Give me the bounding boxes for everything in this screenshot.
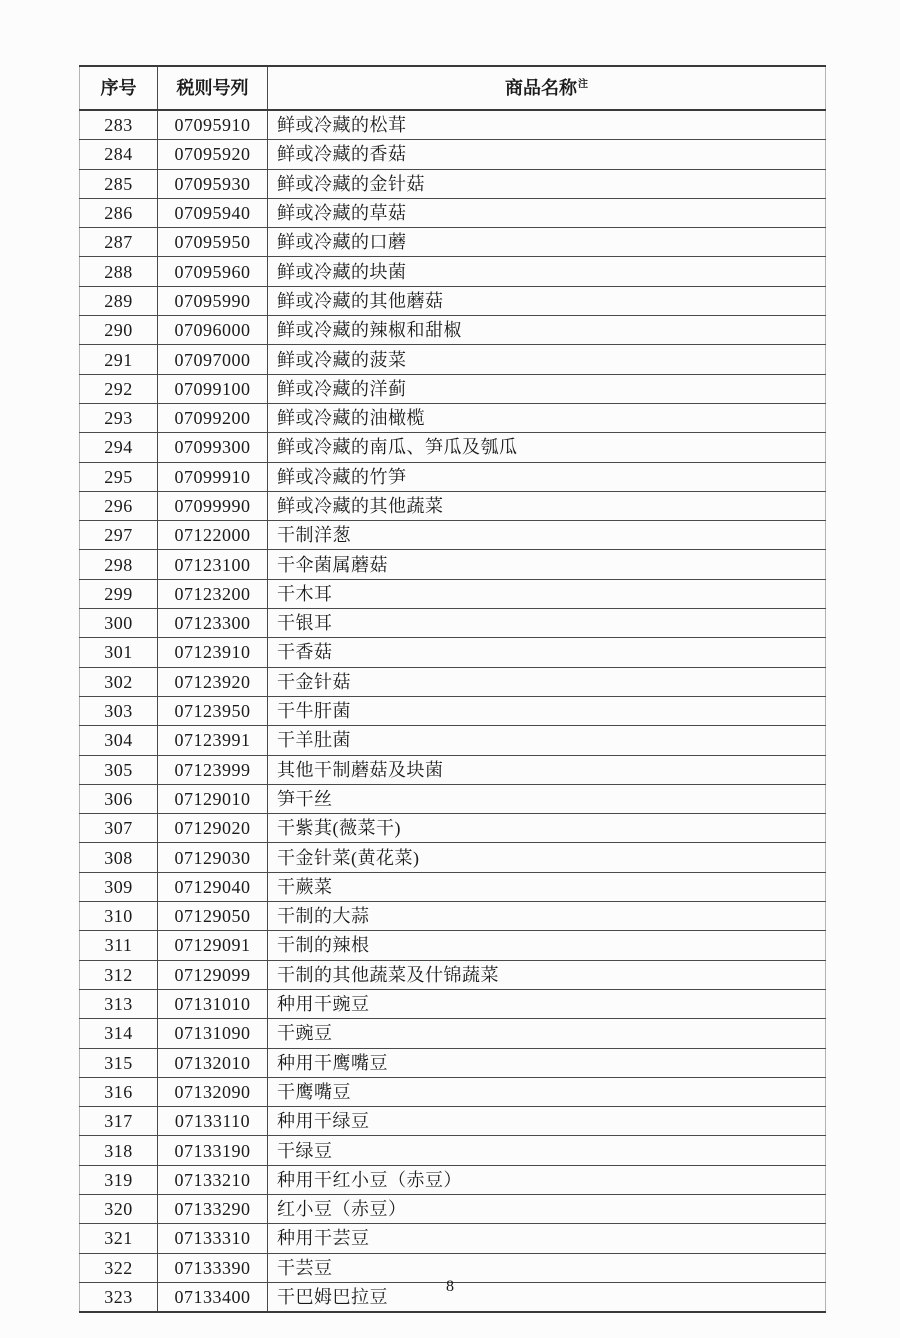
- table-row: [80, 257, 826, 286]
- product-name-cell: 鲜或冷藏的辣椒和甜椒: [268, 316, 826, 345]
- tariff-code-cell: 07099990: [158, 491, 268, 520]
- table-row: [80, 198, 826, 227]
- tariff-code-cell: 07133390: [158, 1253, 268, 1282]
- product-name-cell: 干鹰嘴豆: [268, 1077, 826, 1106]
- table-body: [80, 110, 826, 1312]
- table-row: [80, 1224, 826, 1253]
- table-row: [80, 726, 826, 755]
- serial-cell: 317: [80, 1107, 158, 1136]
- product-name-cell: 鲜或冷藏的洋蓟: [268, 374, 826, 403]
- serial-cell: 310: [80, 902, 158, 931]
- tariff-code-cell: 07123200: [158, 579, 268, 608]
- serial-cell: 286: [80, 198, 158, 227]
- product-name-cell: 鲜或冷藏的草菇: [268, 198, 826, 227]
- serial-cell: 320: [80, 1194, 158, 1223]
- page-number: 8: [446, 1278, 454, 1295]
- tariff-code-cell: 07133110: [158, 1107, 268, 1136]
- table-row: [80, 550, 826, 579]
- product-name-cell: 干伞菌属蘑菇: [268, 550, 826, 579]
- product-name-cell: 种用干绿豆: [268, 1107, 826, 1136]
- product-name-cell: 鲜或冷藏的竹笋: [268, 462, 826, 491]
- table-row: [80, 345, 826, 374]
- table-header: [80, 66, 826, 110]
- tariff-code-cell: 07099300: [158, 433, 268, 462]
- tariff-code-cell: 07097000: [158, 345, 268, 374]
- table-row: [80, 638, 826, 667]
- product-name-cell: 干制的辣根: [268, 931, 826, 960]
- serial-cell: 305: [80, 755, 158, 784]
- tariff-code-cell: 07132010: [158, 1048, 268, 1077]
- table-row: [80, 286, 826, 315]
- serial-cell: 288: [80, 257, 158, 286]
- product-name-cell: 干绿豆: [268, 1136, 826, 1165]
- table-row: [80, 169, 826, 198]
- table-row: [80, 902, 826, 931]
- column-header-product-name-label: 商品名称: [505, 78, 577, 98]
- tariff-code-cell: 07133290: [158, 1194, 268, 1223]
- tariff-code-cell: 07095940: [158, 198, 268, 227]
- product-name-cell: 干巴姆巴拉豆: [268, 1282, 826, 1312]
- tariff-code-cell: 07129020: [158, 814, 268, 843]
- product-name-cell: 鲜或冷藏的松茸: [268, 110, 826, 140]
- tariff-code-cell: 07095950: [158, 228, 268, 257]
- serial-cell: 313: [80, 989, 158, 1018]
- table-row: [80, 110, 826, 140]
- serial-cell: 283: [80, 110, 158, 140]
- table-row: [80, 140, 826, 169]
- product-name-cell: 干制的其他蔬菜及什锦蔬菜: [268, 960, 826, 989]
- serial-cell: 323: [80, 1282, 158, 1312]
- table-row: [80, 462, 826, 491]
- serial-cell: 321: [80, 1224, 158, 1253]
- tariff-code-cell: 07123999: [158, 755, 268, 784]
- tariff-code-cell: 07122000: [158, 521, 268, 550]
- tariff-code-cell: 07099200: [158, 403, 268, 432]
- serial-cell: 314: [80, 1019, 158, 1048]
- tariff-code-cell: 07129091: [158, 931, 268, 960]
- serial-cell: 306: [80, 784, 158, 813]
- tariff-code-cell: 07133400: [158, 1282, 268, 1312]
- tariff-code-cell: 07129010: [158, 784, 268, 813]
- table-row: [80, 374, 826, 403]
- tariff-code-cell: 07123991: [158, 726, 268, 755]
- serial-cell: 322: [80, 1253, 158, 1282]
- tariff-code-cell: 07131090: [158, 1019, 268, 1048]
- product-name-cell: 鲜或冷藏的香菇: [268, 140, 826, 169]
- product-name-cell: 鲜或冷藏的南瓜、笋瓜及瓠瓜: [268, 433, 826, 462]
- serial-cell: 300: [80, 609, 158, 638]
- table-row: [80, 433, 826, 462]
- column-header-tariff-code: 税则号列: [158, 66, 268, 110]
- serial-cell: 284: [80, 140, 158, 169]
- table-row: [80, 931, 826, 960]
- table-row: [80, 989, 826, 1018]
- table-row: [80, 491, 826, 520]
- serial-cell: 292: [80, 374, 158, 403]
- table-row: [80, 1165, 826, 1194]
- product-name-cell: 干蕨菜: [268, 872, 826, 901]
- serial-cell: 312: [80, 960, 158, 989]
- tariff-code-cell: 07099910: [158, 462, 268, 491]
- serial-cell: 294: [80, 433, 158, 462]
- table-row: [80, 1136, 826, 1165]
- table-row: [80, 1019, 826, 1048]
- tariff-code-cell: 07133310: [158, 1224, 268, 1253]
- table-row: [80, 403, 826, 432]
- table-row: [80, 843, 826, 872]
- product-name-cell: 种用干芸豆: [268, 1224, 826, 1253]
- product-name-cell: 干芸豆: [268, 1253, 826, 1282]
- table-row: [80, 872, 826, 901]
- tariff-code-cell: 07095990: [158, 286, 268, 315]
- tariff-code-cell: 07099100: [158, 374, 268, 403]
- tariff-code-cell: 07123100: [158, 550, 268, 579]
- tariff-code-cell: 07095960: [158, 257, 268, 286]
- serial-cell: 303: [80, 696, 158, 725]
- tariff-code-cell: 07095930: [158, 169, 268, 198]
- tariff-code-cell: 07129099: [158, 960, 268, 989]
- product-name-cell: 种用干豌豆: [268, 989, 826, 1018]
- table-row: [80, 814, 826, 843]
- table-row: [80, 755, 826, 784]
- serial-cell: 297: [80, 521, 158, 550]
- serial-cell: 319: [80, 1165, 158, 1194]
- table-row: [80, 784, 826, 813]
- serial-cell: 290: [80, 316, 158, 345]
- column-header-serial: 序号: [80, 66, 158, 110]
- tariff-code-cell: 07123950: [158, 696, 268, 725]
- serial-cell: 298: [80, 550, 158, 579]
- table-row: [80, 228, 826, 257]
- product-name-cell: 干银耳: [268, 609, 826, 638]
- tariff-code-cell: 07123920: [158, 667, 268, 696]
- product-name-cell: 种用干红小豆（赤豆）: [268, 1165, 826, 1194]
- product-name-cell: 干金针菜(黄花菜): [268, 843, 826, 872]
- table-row: [80, 609, 826, 638]
- product-name-cell: 鲜或冷藏的块菌: [268, 257, 826, 286]
- tariff-code-cell: 07129030: [158, 843, 268, 872]
- tariff-code-cell: 07123300: [158, 609, 268, 638]
- serial-cell: 318: [80, 1136, 158, 1165]
- serial-cell: 307: [80, 814, 158, 843]
- product-name-cell: 鲜或冷藏的其他蘑菇: [268, 286, 826, 315]
- tariff-code-cell: 07096000: [158, 316, 268, 345]
- product-name-cell: 种用干鹰嘴豆: [268, 1048, 826, 1077]
- serial-cell: 316: [80, 1077, 158, 1106]
- product-name-cell: 笋干丝: [268, 784, 826, 813]
- product-name-cell: 鲜或冷藏的油橄榄: [268, 403, 826, 432]
- product-name-cell: 干羊肚菌: [268, 726, 826, 755]
- tariff-code-cell: 07123910: [158, 638, 268, 667]
- tariff-code-cell: 07132090: [158, 1077, 268, 1106]
- table-row: [80, 1077, 826, 1106]
- product-name-cell: 鲜或冷藏的其他蔬菜: [268, 491, 826, 520]
- tariff-code-cell: 07129040: [158, 872, 268, 901]
- column-header-product-name: [268, 66, 826, 110]
- table-row: [80, 521, 826, 550]
- product-name-cell: 干制的大蒜: [268, 902, 826, 931]
- serial-cell: 302: [80, 667, 158, 696]
- serial-cell: 311: [80, 931, 158, 960]
- serial-cell: 301: [80, 638, 158, 667]
- product-name-cell: 其他干制蘑菇及块菌: [268, 755, 826, 784]
- serial-cell: 296: [80, 491, 158, 520]
- table-row: [80, 696, 826, 725]
- tariff-code-cell: 07133210: [158, 1165, 268, 1194]
- serial-cell: 287: [80, 228, 158, 257]
- table-row: [80, 579, 826, 608]
- product-name-cell: 干紫萁(薇菜干): [268, 814, 826, 843]
- table-row: [80, 960, 826, 989]
- product-name-cell: 红小豆（赤豆）: [268, 1194, 826, 1223]
- table-row: [80, 1048, 826, 1077]
- product-name-cell: 鲜或冷藏的口蘑: [268, 228, 826, 257]
- product-name-cell: 干豌豆: [268, 1019, 826, 1048]
- tariff-code-cell: 07133190: [158, 1136, 268, 1165]
- tariff-code-cell: 07095920: [158, 140, 268, 169]
- table-row: [80, 1107, 826, 1136]
- serial-cell: 293: [80, 403, 158, 432]
- serial-cell: 308: [80, 843, 158, 872]
- product-name-cell: 鲜或冷藏的金针菇: [268, 169, 826, 198]
- serial-cell: 304: [80, 726, 158, 755]
- product-name-cell: 干木耳: [268, 579, 826, 608]
- tariff-code-cell: 07131010: [158, 989, 268, 1018]
- note-superscript: 注: [578, 79, 588, 90]
- tariff-code-cell: 07129050: [158, 902, 268, 931]
- table-row: [80, 316, 826, 345]
- product-name-cell: 干制洋葱: [268, 521, 826, 550]
- serial-cell: 291: [80, 345, 158, 374]
- table-row: [80, 667, 826, 696]
- tariff-code-cell: 07095910: [158, 110, 268, 140]
- serial-cell: 289: [80, 286, 158, 315]
- product-name-cell: 干金针菇: [268, 667, 826, 696]
- serial-cell: 285: [80, 169, 158, 198]
- serial-cell: 299: [80, 579, 158, 608]
- serial-cell: 315: [80, 1048, 158, 1077]
- serial-cell: 295: [80, 462, 158, 491]
- header-row: [80, 66, 826, 110]
- tariff-table: [79, 65, 826, 1313]
- product-name-cell: 干牛肝菌: [268, 696, 826, 725]
- serial-cell: 309: [80, 872, 158, 901]
- product-name-cell: 干香菇: [268, 638, 826, 667]
- table-row: [80, 1194, 826, 1223]
- product-name-cell: 鲜或冷藏的菠菜: [268, 345, 826, 374]
